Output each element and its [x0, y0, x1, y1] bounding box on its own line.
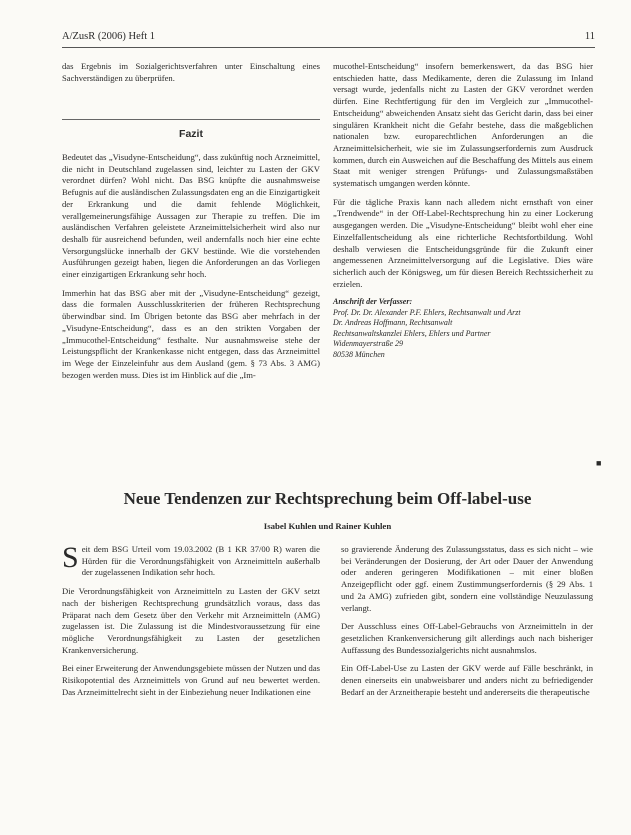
author-address [333, 297, 593, 360]
author-address-line: Dr. Andreas Hoffmann, Rechtsanwalt [333, 318, 453, 328]
first-paragraph-text: eit dem BSG Urteil vom 19.03.2002 (B 1 KR 37/00 R) waren die Hürden für die Verordnungsfähigkeit von Arzneimitteln außerhalb der zugelassenen Indikation sehr hoch. [81, 544, 320, 578]
paragraph [62, 541, 320, 579]
section-divider [62, 119, 320, 120]
journal-reference: A/ZusR (2006) Heft 1 [62, 31, 156, 42]
article-title: Neue Tendenzen zur Rechtsprechung beim Off-label-use [123, 489, 532, 508]
author-address-heading: Anschrift der Verfasser: [333, 297, 413, 307]
right-column-top [333, 61, 593, 360]
paragraph: das Ergebnis im Sozialgerichtsverfahren unter Einschaltung eines Sachverständigen zu überprüfen. [62, 61, 320, 83]
right-column-article [341, 544, 593, 705]
paragraph: Ein Off-Label-Use zu Lasten der GKV werde auf Fälle beschränkt, in denen einerseits ein unabweisbarer und anders nicht zu befriedigender Bedarf an der Arzneitherapie besteht und andererseits die therapeutische [341, 663, 593, 697]
paragraph: Bedeutet das „Visudyne-Entscheidung“, dass zukünftig noch Arzneimittel, die nicht in Deutschland zugelassen sind, leichter zu Lasten der GKV verordnet dürfen? Wohl nicht. Das BSG knüpfte die ausnahmsweise Befugnis auf die ausländischen Zulassungsdaten eng an die Einzigartigkeit der Erkrankung und die damit fehlende Möglichkeit, verallgemeinerungsfähige Aussagen zur Therapie zu treffen. Die im ausländischen Verfahren geleistete Arzneimittelsicherheit wird also nur deshalb für ausreichend befunden, weil andernfalls noch hier eine echte Versorgungslücke innerhalb der GKV bestünde. Wie die vorstehenden Ausführungen gezeigt haben, liegen die Anforderungen an das Vorliegen einer einzigartigen Erkrankung sehr hoch. [62, 152, 320, 280]
page-number: 11 [584, 31, 595, 42]
author-address-line: Prof. Dr. Dr. Alexander P.F. Ehlers, Rechtsanwalt und Arzt [333, 307, 521, 317]
paragraph: Für die tägliche Praxis kann nach alledem nicht ernsthaft von einer „Trendwende“ in der Off-Label-Rechtsprechung hin zu einer Lockerung ausgegangen werden. Die „Visudyne-Entscheidung“ bleibt wohl eher eine Einzelfallentscheidung als eine richterliche Rechtsfortbildung. Wohl deshalb verwiesen die Entscheidungsgründe für die Zukunft einer angemessenen Arzneimittelversorgung auf die Legislative. Dies wäre sicherlich auch der Königsweg, um für diesen Bereich Rechtssicherheit zu erzielen. [333, 196, 593, 289]
paragraph: so gravierende Änderung des Zulassungsstatus, dass es sich nicht – wie bei Veränderungen der Dosierung, der Art oder Dauer der Anwendung oder anderen geringeren Modifikationen – mit einer bloßen Anzeigepflicht oder ggf. einem Zustimmungserfordernis (§ 29 Abs. 1 und 2a AMG) zufrieden gibt, sondern eine vollständige Neuzulassung verlangt. [341, 544, 593, 613]
paragraph: Der Ausschluss eines Off-Label-Gebrauchs von Arzneimitteln in der gesetzlichen Krankenversicherung gilt allerdings auch nach bisheriger Auffassung des Bundessozialgerichts nicht ausnahmslos. [341, 621, 593, 655]
left-column-top [62, 61, 320, 91]
article-end-mark: ■ [596, 458, 602, 468]
author-address-line: Rechtsanwaltskanzlei Ehlers, Ehlers und Partner [333, 328, 491, 338]
left-column-article [62, 541, 320, 705]
fazit-section-header [62, 119, 320, 140]
author-address-line: Widenmayerstraße 29 [333, 339, 403, 349]
section-heading: Fazit [179, 128, 203, 140]
paragraph: Die Verordnungsfähigkeit von Arzneimitteln zu Lasten der GKV setzt nach der bisherigen Rechtsprechung grundsätzlich voraus, dass das Präparat nach dem Gesetz über den Verkehr mit Arzneimitteln (AMG) zugelassen ist. Die Zulassung ist die Mindestvoraussetzung für eine mögliche Verordnungsfähigkeit zu Lasten der gesetzlichen Krankenversicherung. [62, 586, 320, 655]
drop-cap: S [62, 541, 79, 574]
paragraph: Bei einer Erweiterung der Anwendungsgebiete müssen der Nutzen und das Risikopotential des Arzneimittels von Grund auf neu bewertet werden. Das Arzneimittelrecht sieht in der Einbeziehung neuer Indikationen eine [62, 663, 320, 697]
author-address-line: 80538 München [333, 349, 385, 359]
left-column-fazit [62, 152, 320, 388]
article-authors: Isabel Kuhlen und Rainer Kuhlen [263, 521, 392, 531]
running-header [62, 31, 595, 48]
paragraph: Immerhin hat das BSG aber mit der „Visudyne-Entscheidung“ gezeigt, dass die formalen Ausschlusskriterien der früheren Rechtsprechung überwindbar sind. Im Übrigen betonte das BSG aber mehrfach in der „Visudyne-Entscheidung“, dass es an den strikten Vorgaben der „Immucothel-Entscheidung“ festhalte. Nur ausnahmsweise stehe der Leistungspflicht der Krankenkasse nicht entgegen, dass das Arzneimittel im Wege der Einzeleinfuhr aus dem Ausland (gem. § 73 Abs. 3 AMG) bezogen werden muss. Dies ist im Hinblick auf die „Im- [62, 287, 320, 380]
paragraph: mucothel-Entscheidung“ insofern bemerkenswert, da das BSG hier entschieden hatte, dass Medikamente, deren die Zulassung im Inland versagt wurde, jedenfalls nicht zu Lasten der GKV verordnet werden dürfen. Eine Rechtfertigung für den im Vergleich zur „Immucothel-Entscheidung“ abweichenden Ansatz sieht das Gericht darin, dass bei einer singulären Krankheit nicht die Gefahr bestehe, dass die maßgeblichen nationalen bzw. europarechtlichen Anforderungen an die Arzneimittelsicherheit, wie sie im Zulassungserfordernis zum Ausdruck kommen, durch ein Ausweichen auf die Beschaffung des Mittels aus einem Staat mit weniger strengen Prüfungs- und Zulassungsmaßstäben systematisch umgangen werden könnte. [333, 61, 593, 189]
